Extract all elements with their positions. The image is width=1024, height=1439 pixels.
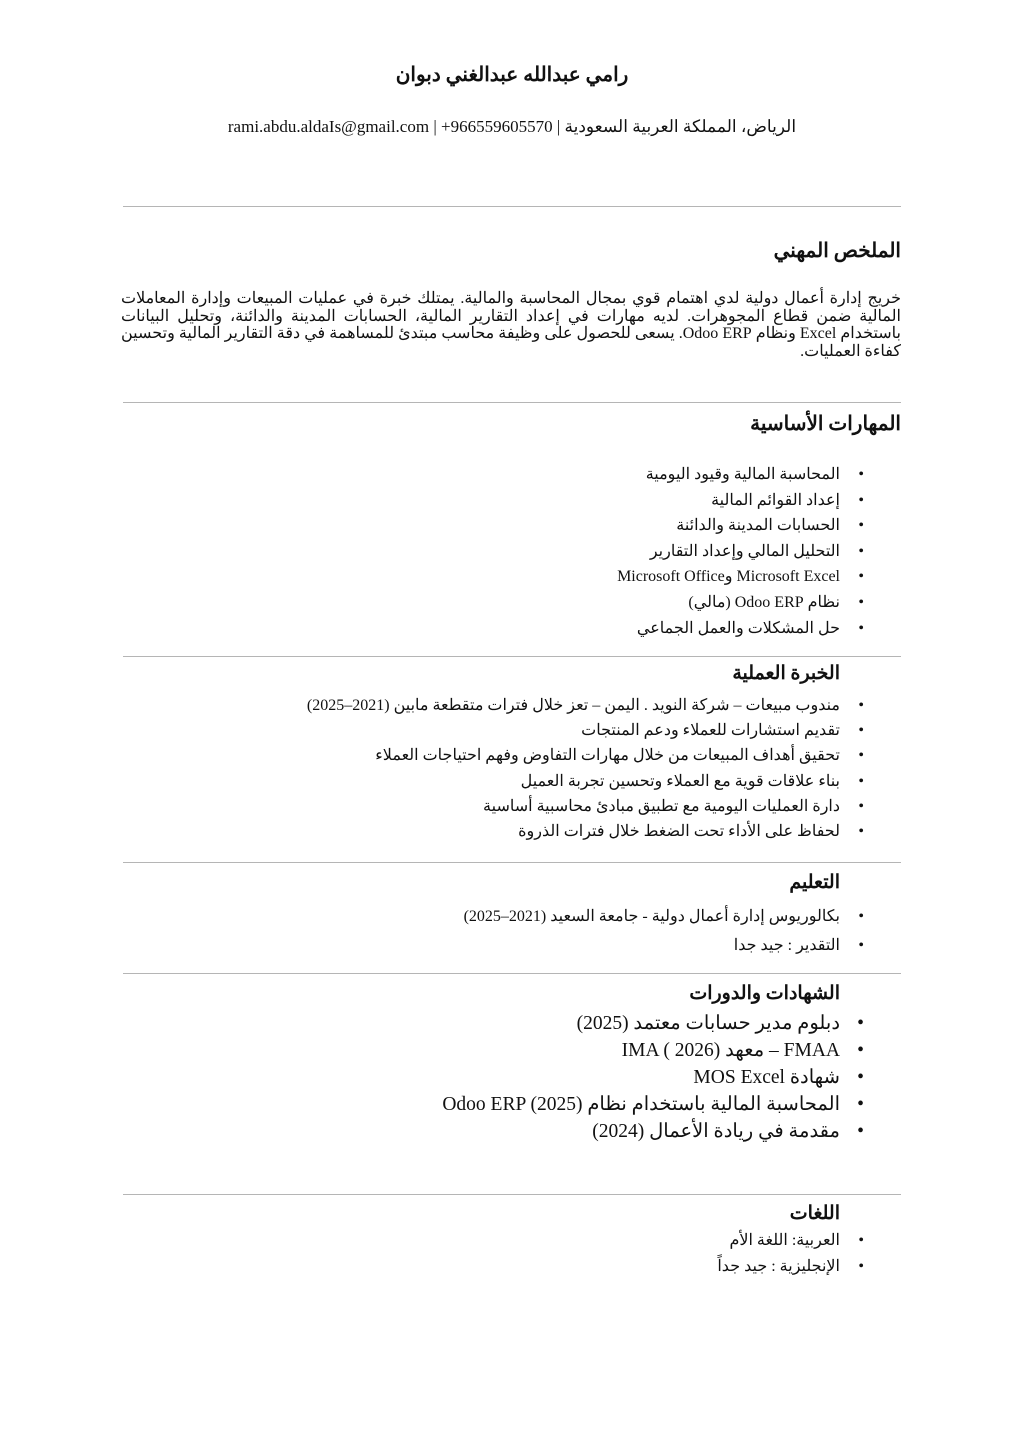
summary-text: خريج إدارة أعمال دولية لدي اهتمام قوي بمجال المحاسبة والمالية. يمتلك خبرة في عمليات المبيعات وإدارة المعاملات المالية ضمن قطاع المجوهرات. لديه مهارات في إعداد التقارير المالية، الحسابات المدينة والدائنة، وتحليل البيانات باستخدام Excel ونظام Odoo ERP. يسعى للحصول على وظيفة محاسب مبتدئ للمساهمة في دقة التقارير المالية وتحسين كفاءة العمليات. bbox=[121, 290, 902, 360]
languages-heading: اللغات bbox=[789, 1203, 840, 1224]
list-item: • نظام Odoo ERP (مالي) bbox=[617, 590, 864, 616]
divider bbox=[123, 402, 901, 403]
divider bbox=[123, 206, 901, 207]
list-item: • بكالوريوس إدارة أعمال دولية - جامعة السعيد (2021–2025) bbox=[464, 903, 864, 932]
list-item: • دارة العمليات اليومية مع تطبيق مبادئ محاسبية أساسية bbox=[307, 794, 864, 819]
divider bbox=[123, 862, 901, 863]
skills-list bbox=[617, 462, 864, 641]
certifications-list bbox=[442, 1010, 864, 1145]
certifications-heading: الشهادات والدورات bbox=[689, 983, 840, 1004]
divider bbox=[123, 973, 901, 974]
contact-line: الرياض، المملكة العربية السعودية | 966559605570+ | rami.abdu.aldaIs@gmail.com bbox=[227, 117, 797, 136]
divider bbox=[123, 1194, 901, 1195]
list-item: • المحاسبة المالية وقيود اليومية bbox=[617, 462, 864, 488]
languages-list bbox=[717, 1228, 864, 1280]
list-item: • لحفاظ على الأداء تحت الضغط خلال فترات الذروة bbox=[307, 819, 864, 844]
list-item: • Microsoft Excel وMicrosoft Office bbox=[617, 564, 864, 590]
experience-list bbox=[307, 693, 864, 844]
list-item: • مقدمة في ريادة الأعمال (2024) bbox=[442, 1118, 864, 1145]
list-item: • إعداد القوائم المالية bbox=[617, 488, 864, 514]
list-item: • العربية: اللغة الأم bbox=[717, 1228, 864, 1254]
list-item: • الحسابات المدينة والدائنة bbox=[617, 513, 864, 539]
list-item: • حل المشكلات والعمل الجماعي bbox=[617, 616, 864, 642]
list-item: • دبلوم مدير حسابات معتمد (2025) bbox=[442, 1010, 864, 1037]
list-item: • شهادة MOS Excel bbox=[442, 1064, 864, 1091]
list-item: • مندوب مبيعات – شركة النويد . اليمن – تعز خلال فترات متقطعة مابين (2021–2025) bbox=[307, 693, 864, 718]
divider bbox=[123, 656, 901, 657]
summary-heading: الملخص المهني bbox=[773, 240, 901, 262]
list-item: • الإنجليزية : جيد جداً bbox=[717, 1254, 864, 1280]
list-item: • التقدير : جيد جدا bbox=[464, 932, 864, 961]
skills-heading: المهارات الأساسية bbox=[750, 413, 901, 435]
candidate-name: رامي عبدالله عبدالغني دبوان bbox=[395, 64, 629, 86]
list-item: • التحليل المالي وإعداد التقارير bbox=[617, 539, 864, 565]
education-heading: التعليم bbox=[789, 872, 840, 893]
list-item: • تحقيق أهداف المبيعات من خلال مهارات التفاوض وفهم احتياجات العملاء bbox=[307, 743, 864, 768]
list-item: • FMAA – معهد IMA ( 2026) bbox=[442, 1037, 864, 1064]
list-item: • بناء علاقات قوية مع العملاء وتحسين تجربة العميل bbox=[307, 769, 864, 794]
experience-heading: الخبرة العملية bbox=[732, 663, 840, 684]
education-list bbox=[464, 903, 864, 960]
list-item: • المحاسبة المالية باستخدام نظام Odoo ERP (2025) bbox=[442, 1091, 864, 1118]
list-item: • تقديم استشارات للعملاء ودعم المنتجات bbox=[307, 718, 864, 743]
